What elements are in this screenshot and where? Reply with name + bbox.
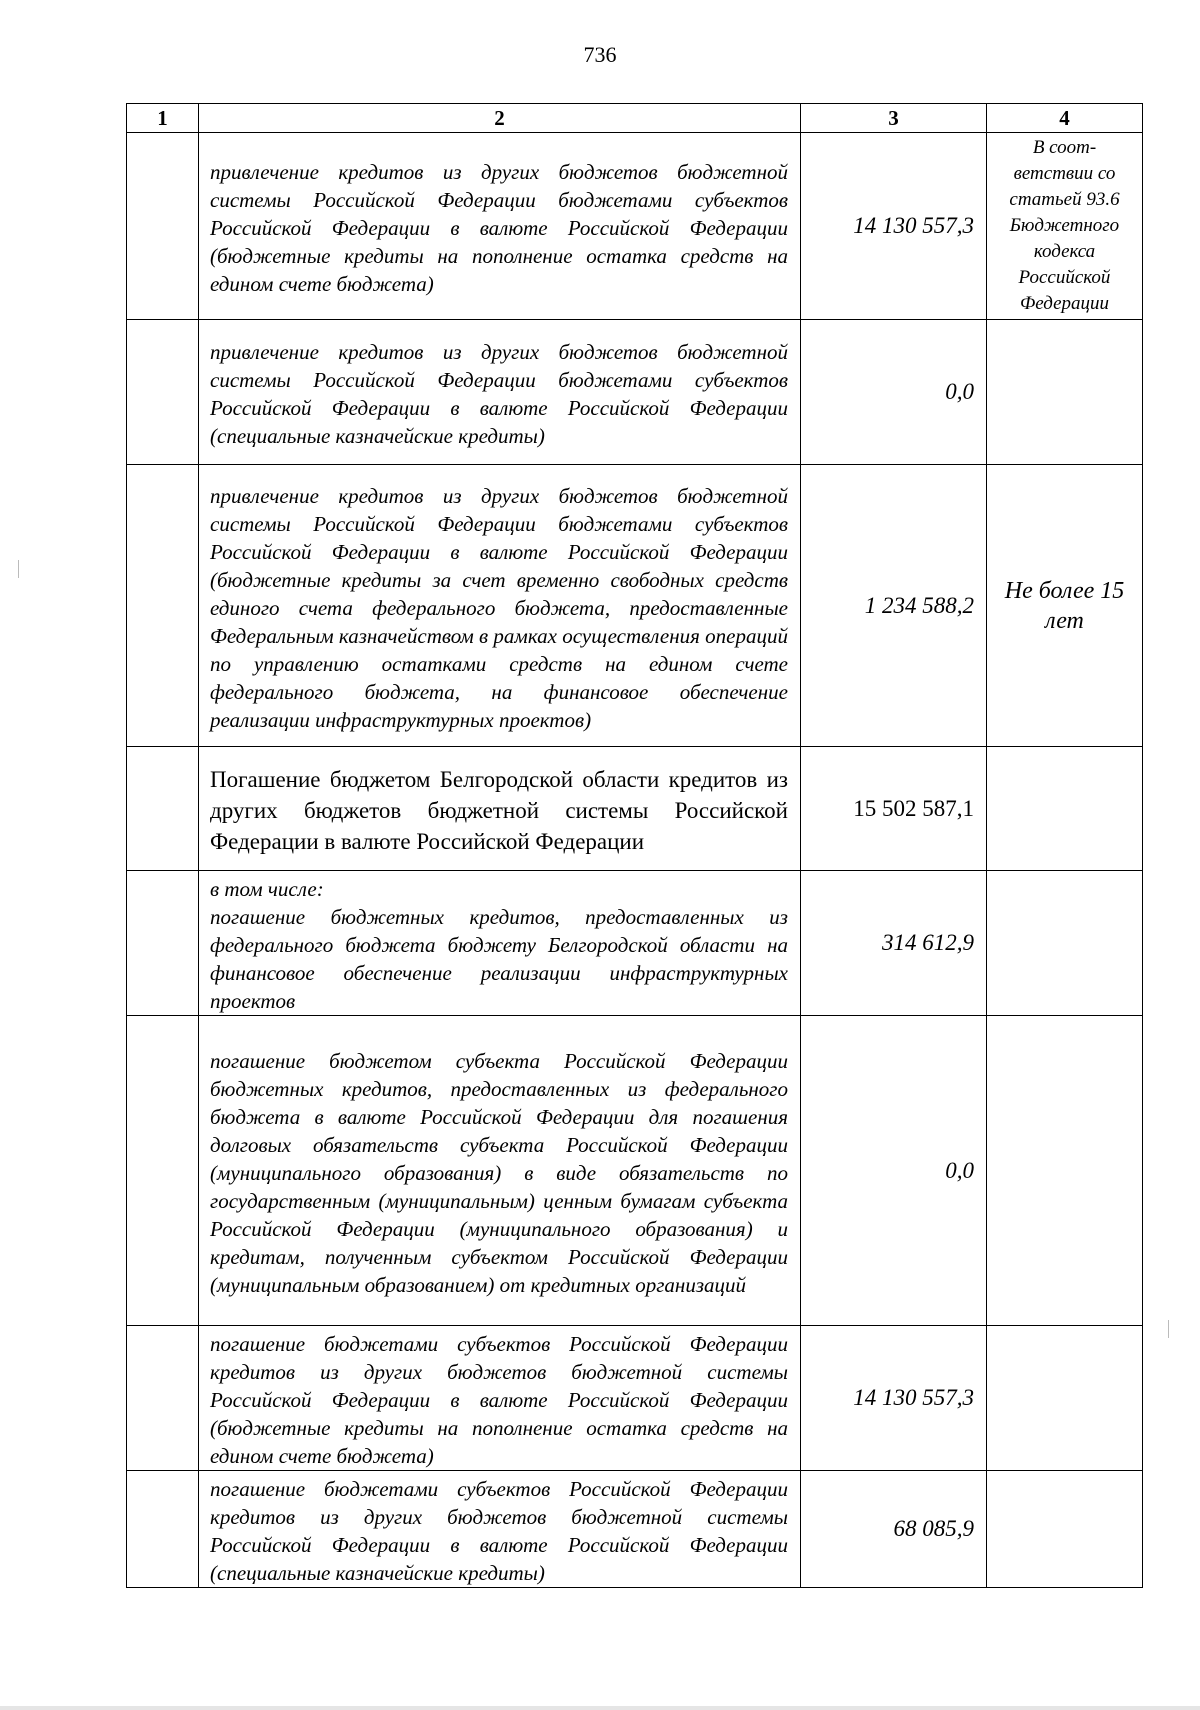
row-note: Не более 15 лет <box>1004 577 1125 634</box>
note-cell <box>987 1016 1143 1326</box>
row-number-cell <box>127 871 199 1016</box>
row-description: привлечение кредитов из других бюджетов бюджетной системы Российской Федерации бюджетами субъектов Российской Федерации в валюте Российской Федерации (специальные казначейские кредиты) <box>210 340 788 448</box>
row-description: Погашение бюджетом Белгородской области кредитов из других бюджетов бюджетной системы Российской Федерации в валюте Российской Федерации <box>210 766 788 854</box>
row-note <box>987 1527 1142 1531</box>
row-description-text: погашение бюджетных кредитов, предоставленных из федерального бюджета бюджету Белгородской области на финансовое обеспечение реализации инфраструктурных проектов <box>210 905 788 1013</box>
row-description: привлечение кредитов из других бюджетов бюджетной системы Российской Федерации бюджетами субъектов Российской Федерации в валюте Российской Федерации (бюджетные кредиты на пополнение остатка средств на едином счете бюджета) <box>210 160 788 296</box>
description-cell <box>199 747 801 871</box>
scan-mark-right <box>1168 1320 1169 1338</box>
note-cell <box>987 1326 1143 1471</box>
row-note <box>987 390 1142 394</box>
amount-cell <box>801 747 987 871</box>
note-cell <box>987 1471 1143 1588</box>
amount-cell <box>801 133 987 320</box>
header-col-4: 4 <box>987 104 1143 133</box>
amount-cell <box>801 465 987 747</box>
row-sub-label: в том числе: <box>210 877 324 901</box>
table-row <box>127 133 1143 320</box>
row-number-cell <box>127 465 199 747</box>
row-number-cell <box>127 747 199 871</box>
row-description: привлечение кредитов из других бюджетов бюджетной системы Российской Федерации бюджетами субъектов Российской Федерации в валюте Российской Федерации (бюджетные кредиты за счет временно свободных средств единого счета федерального бюджета, предоставленные Федеральным казначейством в рамках осуществления операций по управлению остатками средств на едином счете федерального бюджета, на финансовое обеспечение реализации инфраструктурных проектов) <box>210 483 788 732</box>
description-cell <box>199 1471 801 1588</box>
page-number: 736 <box>583 42 617 67</box>
row-note <box>987 941 1142 945</box>
table-row <box>127 747 1143 871</box>
row-description <box>199 871 800 1015</box>
description-cell <box>199 320 801 465</box>
description-cell <box>199 1016 801 1326</box>
row-amount: 0,0 <box>945 1157 974 1183</box>
amount-cell <box>801 320 987 465</box>
row-note <box>987 807 1142 811</box>
row-number-cell <box>127 1471 199 1588</box>
amount-cell <box>801 871 987 1016</box>
row-amount: 1 234 588,2 <box>864 592 974 618</box>
note-cell <box>987 133 1143 320</box>
financing-sources-table <box>126 103 1143 1588</box>
row-number-cell <box>127 1016 199 1326</box>
scan-mark-left <box>18 560 19 578</box>
table-row <box>127 465 1143 747</box>
note-cell <box>987 871 1143 1016</box>
description-cell <box>199 1326 801 1471</box>
row-description: погашение бюджетами субъектов Российской Федерации кредитов из других бюджетов бюджетной системы Российской Федерации в валюте Российской Федерации (специальные казначейские кредиты) <box>210 1477 788 1585</box>
amount-cell <box>801 1471 987 1588</box>
row-amount: 14 130 557,3 <box>853 1385 974 1410</box>
scan-bottom-edge <box>0 1706 1200 1710</box>
table-row <box>127 320 1143 465</box>
header-col-3: 3 <box>801 104 987 133</box>
row-note: В соот- ветствии со статьей 93.6 Бюджетного кодекса Российской Федерации <box>1009 137 1120 314</box>
row-amount: 68 085,9 <box>893 1516 974 1541</box>
row-number-cell <box>127 320 199 465</box>
row-number-cell <box>127 133 199 320</box>
note-cell <box>987 465 1143 747</box>
table-row <box>127 1471 1143 1588</box>
amount-cell <box>801 1016 987 1326</box>
row-amount: 15 502 587,1 <box>853 795 974 821</box>
row-note <box>987 1396 1142 1400</box>
table-row <box>127 871 1143 1016</box>
table-row <box>127 1016 1143 1326</box>
row-note <box>987 1169 1142 1173</box>
table-header-row <box>127 104 1143 133</box>
note-cell <box>987 747 1143 871</box>
row-description: погашение бюджетом субъекта Российской Федерации бюджетных кредитов, предоставленных из федерального бюджета в валюте Российской Федерации для погашения долговых обязательств субъекта Российской Федерации (муниципального образования) в виде обязательств по государственным (муниципальным) ценным бумагам субъекта Российской Федерации (муниципального образования) и кредитам, полученным субъектом Российской Федерации (муниципальным образованием) от кредитных организаций <box>210 1048 788 1297</box>
row-number-cell <box>127 1326 199 1471</box>
note-cell <box>987 320 1143 465</box>
description-cell <box>199 465 801 747</box>
amount-cell <box>801 1326 987 1471</box>
description-cell <box>199 871 801 1016</box>
row-description: погашение бюджетами субъектов Российской Федерации кредитов из других бюджетов бюджетной системы Российской Федерации в валюте Российской Федерации (бюджетные кредиты на пополнение остатка средств на едином счете бюджета) <box>210 1332 788 1468</box>
row-amount: 14 130 557,3 <box>853 213 974 238</box>
description-cell <box>199 133 801 320</box>
row-amount: 314 612,9 <box>882 930 974 955</box>
header-col-1: 1 <box>127 104 199 133</box>
header-col-2: 2 <box>199 104 801 133</box>
row-amount: 0,0 <box>945 379 974 404</box>
table-row <box>127 1326 1143 1471</box>
